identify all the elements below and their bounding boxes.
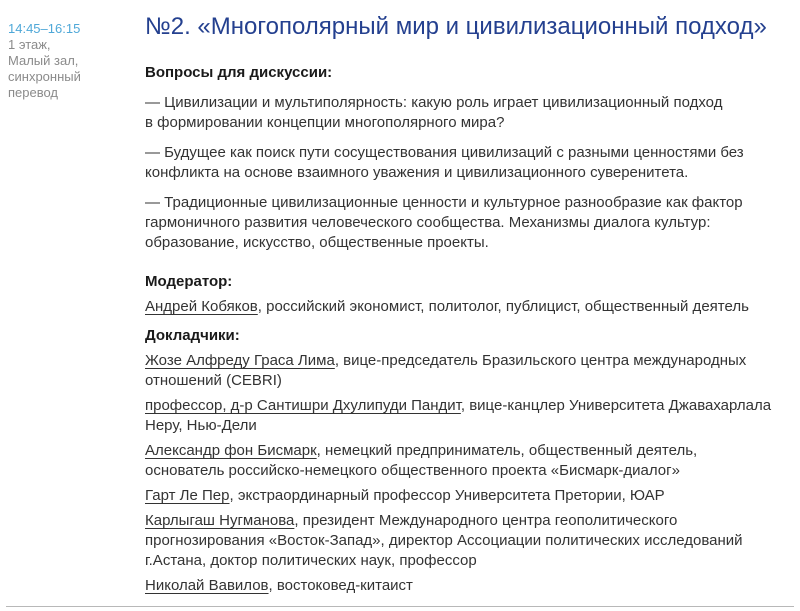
speaker-name-link[interactable]: профессор, д-р Сантишри Дхулипуди Пандит: [145, 397, 461, 414]
speakers-heading: Докладчики:: [145, 327, 240, 344]
speaker-entry: [145, 511, 775, 571]
moderator-entry: [145, 297, 775, 317]
speaker-description: , вице-канцлер Университета Джавахарлала Неру, Нью-Дели: [145, 397, 772, 434]
speaker-entry: [145, 396, 775, 436]
moderator-heading: Модератор:: [145, 273, 233, 290]
speaker-entry: [145, 351, 775, 391]
speaker-name-link[interactable]: Жозе Алфреду Граса Лима: [145, 352, 335, 369]
discussion-question: — Традиционные цивилизационные ценности и культурное разнообразие как фактор гармоничного развития человеческого сообщества. Механизмы диалога культур: образование, искусство, общественные проекты.: [145, 194, 743, 251]
discussion-question: — Цивилизации и мультиполярность: какую роль играет цивилизационный подход в формировании концепции многополярного мира?: [145, 94, 723, 131]
session-title: №2. «Многополярный мир и цивилизационный подход»: [145, 13, 767, 40]
speaker-entry: [145, 441, 775, 481]
moderator-name-link[interactable]: Андрей Кобяков: [145, 298, 258, 315]
speaker-entry: [145, 486, 775, 506]
speaker-entry: [145, 576, 775, 596]
discussion-question: — Будущее как поиск пути сосуществования цивилизаций с разными ценностями без конфликта на основе взаимного уважения и цивилизационного суверенитета.: [145, 144, 744, 181]
speaker-description: , востоковед-китаист: [268, 577, 413, 594]
speaker-name-link[interactable]: Николай Вавилов: [145, 577, 269, 594]
session-meta: [8, 12, 112, 596]
session-location-line: синхронный перевод: [8, 69, 81, 100]
speaker-name-link[interactable]: Александр фон Бисмарк: [145, 442, 317, 459]
speaker-description: , вице-председатель Бразильского центра международных отношений (CEBRI): [145, 352, 747, 389]
session-time: 14:45–16:15: [8, 21, 81, 36]
speaker-name-link[interactable]: Гарт Ле Пер: [145, 487, 230, 504]
speaker-name-link[interactable]: Карлыгаш Нугманова: [145, 512, 295, 529]
speaker-description: , экстраординарный профессор Университета Претории, ЮАР: [229, 487, 665, 504]
session-location-line: Малый зал,: [8, 53, 79, 68]
session-content: [145, 12, 775, 596]
moderator-description: , российский экономист, политолог, публицист, общественный деятель: [257, 298, 749, 315]
session-location-line: 1 этаж,: [8, 37, 51, 52]
bottom-divider: [6, 606, 794, 607]
speaker-description: , президент Международного центра геополитического прогнозирования «Восток-Запад», директор Ассоциации политических исследований г.Астана, доктор политических наук, профессор: [145, 512, 743, 569]
session-location: [8, 37, 112, 101]
speaker-description: , немецкий предприниматель, общественный деятель, основатель российско-немецкого общественного проекта «Бисмарк-диалог»: [145, 442, 698, 479]
discussion-questions-heading: Вопросы для дискуссии:: [145, 64, 333, 81]
